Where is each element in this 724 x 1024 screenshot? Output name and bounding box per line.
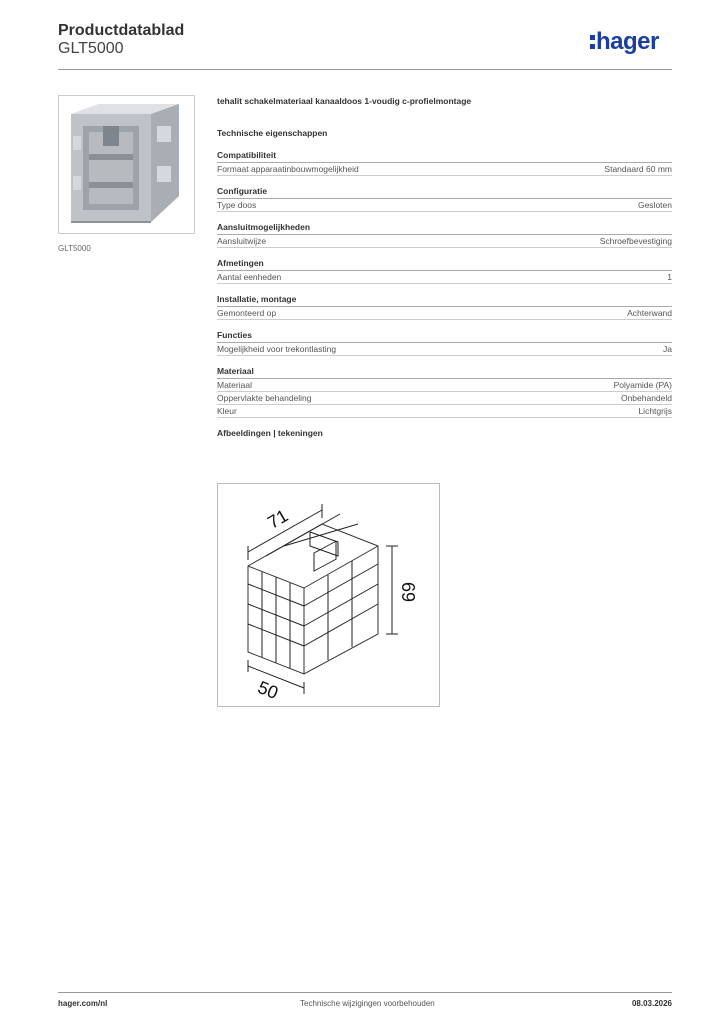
spec-value: Gesloten <box>637 200 672 210</box>
spec-row <box>217 392 672 405</box>
spec-label: Aantal eenheden <box>217 272 282 282</box>
spec-content <box>217 96 672 438</box>
group-title: Installatie, montage <box>217 294 672 307</box>
product-description: tehalit schakelmateriaal kanaaldoos 1-voudig c-profielmontage <box>217 96 472 106</box>
images-title: Afbeeldingen | tekeningen <box>217 428 323 438</box>
group-title: Materiaal <box>217 366 672 379</box>
product-photo <box>58 95 195 234</box>
spec-group-materiaal <box>217 366 672 418</box>
section-title: Technische eigenschappen <box>217 128 328 138</box>
group-title: Afmetingen <box>217 258 672 271</box>
spec-label: Kleur <box>217 406 237 416</box>
spec-row <box>217 379 672 392</box>
spec-value: Polyamide (PA) <box>613 380 672 390</box>
spec-label: Materiaal <box>217 380 252 390</box>
spec-group-afmetingen <box>217 258 672 284</box>
group-title: Functies <box>217 330 672 343</box>
spec-label: Formaat apparaatinbouwmogelijkheid <box>217 164 359 174</box>
spec-value: Lichtgrijs <box>638 406 672 416</box>
group-title: Compatibiliteit <box>217 150 672 163</box>
spec-value: Onbehandeld <box>620 393 672 403</box>
spec-value: Schroefbevestiging <box>599 236 672 246</box>
footer-divider <box>58 992 672 993</box>
technical-drawing <box>217 483 440 707</box>
spec-row <box>217 271 672 284</box>
spec-label: Aansluitwijze <box>217 236 267 246</box>
product-photo-caption: GLT5000 <box>58 244 91 253</box>
dimension-depth-label: 50 <box>254 676 282 704</box>
footer-date: 08.03.2026 <box>631 999 672 1008</box>
group-title: Aansluitmogelijkheden <box>217 222 672 235</box>
footer-disclaimer: Technische wijzigingen voorbehouden <box>300 999 435 1008</box>
spec-label: Mogelijkheid voor trekontlasting <box>217 344 337 354</box>
spec-value: Standaard 60 mm <box>604 164 672 174</box>
logo-text: hager <box>596 28 659 55</box>
spec-group-functies <box>217 330 672 356</box>
spec-row <box>217 307 672 320</box>
spec-label: Gemonteerd op <box>217 308 277 318</box>
spec-row <box>217 235 672 248</box>
spec-group-aansluitmogelijkheden <box>217 222 672 248</box>
product-code: GLT5000 <box>58 40 124 57</box>
spec-value: 1 <box>667 272 672 282</box>
spec-label: Type doos <box>217 200 257 210</box>
hager-logo <box>590 28 659 56</box>
spec-row <box>217 199 672 212</box>
page-title: Productdatablad <box>58 22 185 39</box>
spec-group-installatie <box>217 294 672 320</box>
dimension-width-label: 71 <box>264 505 292 533</box>
dimension-height-label: 69 <box>398 582 418 603</box>
group-title: Configuratie <box>217 186 672 199</box>
footer-website-link[interactable]: hager.com/nl <box>58 999 108 1008</box>
spec-label: Oppervlakte behandeling <box>217 393 312 403</box>
spec-value: Ja <box>663 344 672 354</box>
spec-row <box>217 163 672 176</box>
spec-row <box>217 405 672 418</box>
spec-row <box>217 343 672 356</box>
header-divider <box>58 69 672 70</box>
spec-group-configuratie <box>217 186 672 212</box>
spec-value: Achterwand <box>627 308 672 318</box>
spec-group-compatibiliteit <box>217 150 672 176</box>
